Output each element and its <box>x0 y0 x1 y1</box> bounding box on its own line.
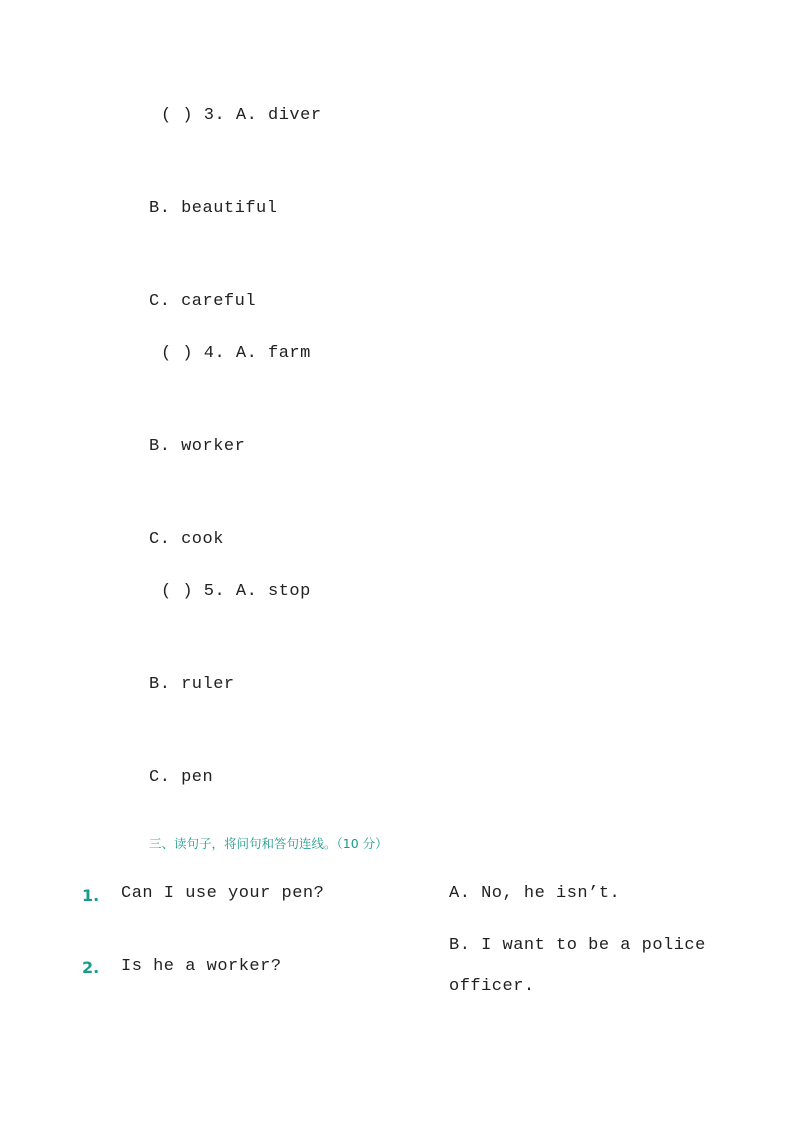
question-4-option-c: C. cook <box>149 530 224 549</box>
match-right-sentence-b-line1: B. I want to be a police <box>449 936 706 955</box>
question-4-option-b: B. worker <box>149 437 246 456</box>
question-3-option-c: C. careful <box>149 292 257 311</box>
match-left-number-2: 2. <box>82 958 100 977</box>
match-left-sentence-1: Can I use your pen? <box>121 884 325 903</box>
question-5-option-b: B. ruler <box>149 675 235 694</box>
question-5-option-c: C. pen <box>149 768 214 787</box>
question-3-option-a: ( ) 3. A. diver <box>161 106 322 125</box>
match-left-sentence-2: Is he a worker? <box>121 957 282 976</box>
match-left-number-1: 1. <box>82 886 100 905</box>
question-5-option-a: ( ) 5. A. stop <box>161 582 311 601</box>
section-3-heading: 三、读句子，将问句和答句连线。（10 分） <box>149 836 388 851</box>
question-3-option-b: B. beautiful <box>149 199 278 218</box>
question-4-option-a: ( ) 4. A. farm <box>161 344 311 363</box>
match-right-sentence-b-line2: officer. <box>449 977 535 996</box>
match-right-sentence-a: A. No, he isn’t. <box>449 884 621 903</box>
